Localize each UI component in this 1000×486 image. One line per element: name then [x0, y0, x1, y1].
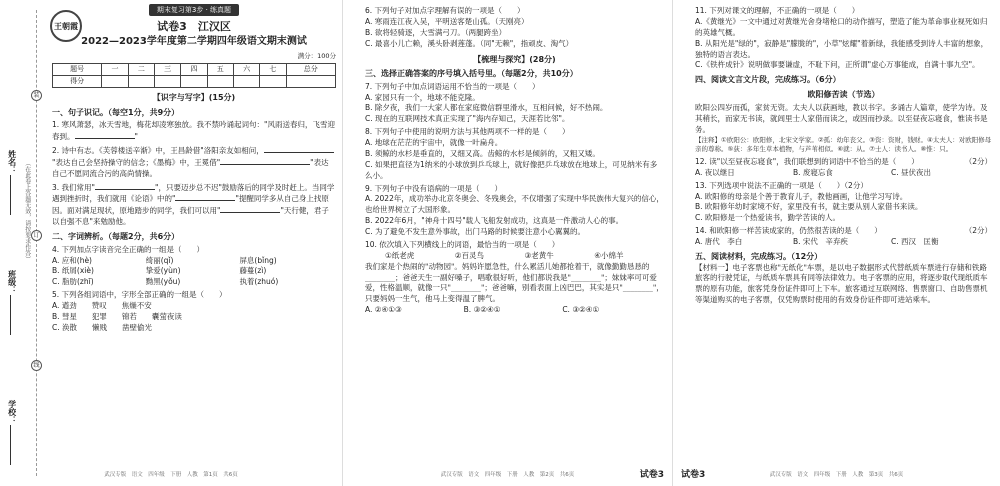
school-line	[10, 425, 11, 465]
page-footer	[343, 469, 672, 480]
word-bank-item: ①纸老虎	[385, 250, 415, 260]
option-choice[interactable]: C. 昼伏夜出	[891, 167, 932, 177]
score-header-cell: 一	[102, 64, 128, 76]
answer-blank[interactable]	[220, 205, 280, 213]
question-8	[365, 127, 664, 181]
answer-blank[interactable]	[175, 193, 235, 201]
question-10	[365, 240, 664, 316]
fill-passage: 我们家是个热闹的"动物园"。妈妈许愿急性，什么累活儿她都抢着干，就像勤勤恳恳的________；爸爸天生一副好嗓子，唱歌很好听，他们都说我是"________"；妹妹率可可爱爱，性格温顺，就像一只"________"；爸爸嘛，别看表面上凶巴巴，其实是只"________"，只要妈妈一生气，他马上变得温了脾气。	[365, 261, 664, 304]
word-bank	[365, 251, 664, 262]
score-header-cell: 七	[260, 64, 286, 76]
score-header-cell: 四	[181, 64, 207, 76]
brand-logo	[50, 10, 82, 42]
answer-blank[interactable]	[75, 131, 135, 139]
score-header-cell: 六	[233, 64, 259, 76]
question-text: "，只要迈步总不迟"鼓励落后的同学及时赶上。当同学遇到挫折时，我们就用《论语》中的"	[52, 182, 335, 204]
answer-blank[interactable]	[264, 145, 334, 153]
score-cell[interactable]	[207, 76, 233, 88]
option-choice[interactable]: B. 须鲸的水杉是垂直的，又细又高。齿鲸的水杉是倾斜的，又粗又矮。	[365, 148, 600, 158]
option-choice[interactable]: A. 家园只有一个，地球不能克隆。	[365, 92, 480, 102]
answer-blank[interactable]	[95, 182, 155, 190]
page-1	[0, 0, 342, 486]
binding-circle: 装	[31, 90, 42, 101]
question-stem: 12. 读"以至昼夜忘寝食"，我们联想到的词语中不恰当的是（ ）	[695, 156, 919, 166]
score-table	[52, 63, 336, 88]
option-choice[interactable]: B. 从阳光是"绿的"，寂静是"朦胧的"，小草"炫耀"着新绿，我能感受到诗人丰富的想象，独特的语言表达。	[695, 38, 989, 59]
binding-circle: 线	[31, 360, 42, 371]
page-2	[342, 0, 672, 486]
question-stem: 14. 和欧阳修一样苦读成家的，仍然很苦读的是（ ）	[695, 226, 882, 236]
option-choice[interactable]: A. 应和(hè)	[52, 255, 92, 265]
question-text: "表达自己不愿同流合污的高尚情操。	[52, 157, 329, 178]
option-choice[interactable]: B. 2022年6月，"神舟十四号"载人飞船发射成功，这真是一件激动人心的事。	[365, 216, 624, 226]
score-cell[interactable]	[102, 76, 128, 88]
question-text: 13. 下列选项中说法不正确的一项是（ ）（2分）	[695, 180, 868, 190]
options	[695, 237, 992, 248]
class-label: 班级：	[7, 270, 17, 294]
score-cell[interactable]	[286, 76, 335, 88]
question-14	[695, 226, 992, 248]
score-table-score-row	[53, 76, 336, 88]
option-choice[interactable]: B. 欲将轻骑逐，大雪满弓刀。（两腿跨坐）	[365, 27, 507, 37]
score-cell[interactable]	[154, 76, 180, 88]
section-heading: 【识字与写字】(15分)	[152, 93, 236, 102]
binding-dashed-line	[36, 10, 37, 476]
question-2	[52, 145, 336, 180]
question-text: 7. 下列句子中加点词语运用不恰当的一项是（ ）	[365, 81, 540, 91]
question-4	[52, 245, 336, 289]
option-choice[interactable]: C. 最喜小儿亡赖，溪头卧剥莲蓬。（同"无赖"，指顽皮、淘气）	[365, 38, 574, 48]
class-line	[10, 295, 11, 335]
question-text: "提醒同学多从自己身上找原因。面对满足现状，原地踏步的同学，我们可以用"	[52, 194, 329, 216]
option-choice[interactable]: C. 如果把直径为1纳米的小球放到乒乓球上，就好像把乒乓球放在地球上，可见纳米有多么小。	[365, 159, 658, 180]
option-choice[interactable]: B. 欧阳修年幼时家境不好，家里没有书，就主要从别人家借书来读。	[695, 202, 923, 212]
score-cell[interactable]	[260, 76, 286, 88]
page-footer	[0, 472, 342, 480]
option-choice[interactable]: B. 宋代 辛弃疾	[793, 237, 848, 247]
option-choice[interactable]: A. 夜以继日	[695, 167, 735, 177]
option-choice[interactable]: B. 彗星 犯罪 锦若 囊萤夜读	[52, 311, 182, 321]
footer-text: 武汉专版 语文 四年级 下册 人教 第2页 共6页	[440, 472, 575, 479]
exam-subtitle: 2022—2023学年度第二学期四年级语文期末测试	[81, 36, 307, 48]
word-bank-item: ③老黄牛	[524, 250, 554, 260]
score-cell[interactable]	[233, 76, 259, 88]
question-text	[695, 226, 992, 237]
word-bank-item: ②百灵鸟	[454, 250, 484, 260]
option-choice[interactable]: A. 唐代 李白	[695, 237, 743, 247]
question-9	[365, 184, 664, 238]
option-choice[interactable]: B. 废寝忘食	[793, 167, 833, 177]
score-header-cell: 五	[207, 64, 233, 76]
footer-text: 武汉专版 语文 四年级 下册 人教 第1页 共6页	[104, 472, 238, 479]
footer-text: 武汉专版 语文 四年级 下册 人教 第3页 共6页	[769, 472, 904, 479]
score-table-header-row	[53, 64, 336, 76]
question-12	[695, 157, 992, 179]
score-header-cell: 二	[128, 64, 154, 76]
practice-badge: 期末复习第3步 · 练真题	[149, 4, 239, 16]
reading-material: 【材料一】电子客票也称"无纸化"车票，是以电子数据形式代替纸质车票进行存储和铁路旅客的行驶凭证，与纸质车票具有同等法律效力。电子客票的应用，将逐步取代现纸质车票的原有功能，旅客凭身份证件即可上下车。旅客通过互联网络、售票窗口、自助售票机等渠道购买的电子客票，仅凭购票时使用的有效身份证件即可进站乘车。	[695, 262, 988, 305]
option-choice: 绮丽(qǐ)	[145, 255, 174, 265]
binding-margin	[0, 0, 48, 486]
part-title: 三、选择正确答案的序号填入括号里。（每题2分，共10分）	[365, 69, 578, 79]
option-choice[interactable]: A. 欧阳修的母亲是个善于教育儿子，教他画画，让他学习写诗。	[695, 191, 908, 201]
score-header-cell: 题号	[53, 64, 102, 76]
passage-notes: 【注释】①欧阳公：欧阳修，北宋文学家。②孤：幼年丧父。③资：资财，钱财。④太夫人：对欧阳修母亲的尊称。⑤荻：多年生草本植物，与芦苇相似。⑥就：从。⑦士人：读书人。⑧惟：只。	[695, 136, 992, 154]
passage-title: 欧阳修苦读（节选）	[807, 89, 880, 99]
question-5	[52, 290, 336, 334]
page-1-content	[52, 4, 336, 334]
exam-header	[52, 19, 336, 49]
question-text: 2. 诗中有志。《芙蓉楼送辛渐》中，王昌龄借"洛阳亲友如相问，	[52, 145, 264, 155]
page-3-content	[695, 4, 992, 306]
page-2-content	[365, 4, 664, 316]
option-choice[interactable]: B. 纸屑(xiè)	[52, 266, 94, 276]
question-text: 6. 下列句子对加点字理解有误的一项是（ ）	[365, 6, 525, 15]
score-header-cell: 三	[154, 64, 180, 76]
question-text: "	[134, 132, 138, 142]
part-title: 四、阅读文言文片段，完成练习。（6分）	[695, 75, 841, 85]
question-text: 10. 依次填入下列横线上的词语，最恰当的一项是（ ）	[365, 239, 560, 249]
logo-text: 王朝霞	[54, 21, 78, 31]
option-choice: 黝黑(yǒu)	[145, 277, 181, 287]
full-score-note: 满分：100分	[297, 51, 336, 60]
option-choice[interactable]: B. ③②④①	[463, 305, 501, 315]
options	[695, 168, 992, 179]
option-choice[interactable]: A. 地球在茫茫的宇宙中，就像一叶扁舟。	[365, 138, 503, 148]
option-choice[interactable]: B. 除夕夜，我们一大家人都在家庭微信群里滑水，互相问候，好不热闹。	[365, 103, 608, 113]
question-text: 3. 我们常用"	[52, 182, 95, 192]
binding-note: （在此卷上答题无效，请按要求作答）	[23, 160, 31, 262]
question-text: 1. 寒风萧瑟，冰天雪地，梅花却凌寒独放。我不禁吟诵起词句："风雨送春归，飞雪迎春到。	[52, 120, 335, 142]
footer-exam-label: 试卷3	[639, 469, 664, 480]
question-11	[695, 6, 992, 71]
question-text: 5. 下列各组词语中，字形全部正确的一组是（ ）	[52, 290, 227, 300]
option-choice[interactable]: A. 遒劲 赞叹 焦燥不安	[52, 301, 152, 311]
binding-circle: 订	[31, 230, 42, 241]
score-cell[interactable]	[128, 76, 154, 88]
question-13	[695, 181, 992, 225]
part-title: 二、字词辨析。（每题2分，共6分）	[52, 232, 180, 242]
name-label: 姓名：	[7, 150, 17, 174]
part-title: 一、句子识记。（每空1分，共9分）	[52, 107, 180, 117]
score-header-cell: 总分	[286, 64, 335, 76]
question-text: 11. 下列对课文的理解，不正确的一项是（ ）	[695, 6, 860, 15]
school-label: 学校：	[7, 400, 17, 424]
question-text: 9. 下列句子中没有语病的一项是（ ）	[365, 183, 503, 193]
score-row-label: 得分	[53, 76, 102, 88]
question-text: "表达自己会坚持操守的信念；《墨梅》中，王冕借"	[52, 157, 221, 167]
option-choice[interactable]: C. 欧阳修是一个热爱读书，勤学苦读的人。	[695, 213, 841, 223]
question-1	[52, 120, 336, 143]
part-title: 五、阅读材料，完成练习。（12分）	[695, 251, 823, 261]
question-6	[365, 6, 664, 50]
score-cell[interactable]	[181, 76, 207, 88]
option-choice[interactable]: C. 为了避免不发生意外事故，出门马路的时候要注意小心翼翼的。	[365, 227, 586, 237]
question-text: 4. 下列加点字读音完全正确的一组是（ ）	[52, 244, 205, 254]
option-choice: 藤蔓(zì)	[239, 266, 267, 276]
question-7	[365, 82, 664, 126]
exam-title: 试卷3 江汉区	[157, 20, 231, 34]
name-line	[10, 175, 11, 215]
options	[52, 256, 336, 289]
question-3	[52, 182, 336, 229]
option-choice[interactable]: A. 2022年，成功举办北京冬奥会、冬残奥会，不仅增强了实现中华民族伟大复兴的信心，也给世界树立了大国形象。	[365, 194, 664, 215]
options	[365, 305, 664, 316]
option-choice[interactable]: C. 西汉 匡衡	[891, 237, 939, 247]
word-bank-item: ④小绵羊	[594, 250, 624, 260]
page-3	[672, 0, 1000, 486]
classical-passage: 欧阳公四岁而孤，家贫无资。太夫人以荻画地，教以书字。多诵古人篇章，使学为诗。及其稍长，而家无书读，就闾里士人家借而读之，或因而抄录。以至昼夜忘寝食，惟读书是务。	[695, 103, 988, 135]
page-footer	[673, 469, 1000, 480]
option-choice[interactable]: A. ②④①③	[365, 305, 402, 315]
option-choice[interactable]: C. 脂肪(zhī)	[52, 277, 94, 287]
option-choice[interactable]: C. 现在的互联网技术真正实现了"海内存知己，天涯若比邻"。	[365, 114, 570, 124]
option-choice[interactable]: A. 寒雨连江夜入吴，平明送客楚山孤。（天刚亮）	[365, 16, 529, 26]
option-choice[interactable]: C.《铁杵成针》说明做事要谦虚，不耻下问，正所谓"虚心万事能成，自满十事九空"。	[695, 60, 980, 70]
question-text: 8. 下列句子中使用的说明方法与其他两项不一样的是（ ）	[365, 127, 570, 137]
points-label: （2分）	[964, 226, 992, 236]
answer-blank[interactable]	[220, 157, 310, 165]
section-heading: 【梳理与探究】(28分)	[473, 54, 556, 64]
footer-exam-label: 试卷3	[681, 469, 706, 480]
option-choice: 挚爱(yùn)	[145, 266, 181, 276]
question-text: "天行健，君子以自强不息"来勉励他。	[52, 206, 329, 227]
option-choice: 执着(zhuó)	[239, 277, 279, 287]
points-label: （2分）	[964, 156, 992, 166]
option-choice[interactable]: A.《黄继光》一文中通过对黄继光舍身堵枪口的动作描写，塑造了能为革命事业视死如归的英雄气概。	[695, 16, 988, 37]
option-choice[interactable]: C. 涣散 懒贱 凿壁偷光	[52, 322, 153, 332]
option-choice[interactable]: C. ③②④①	[562, 305, 600, 315]
option-choice: 屏息(bǐng)	[239, 255, 277, 265]
question-text	[695, 157, 992, 168]
